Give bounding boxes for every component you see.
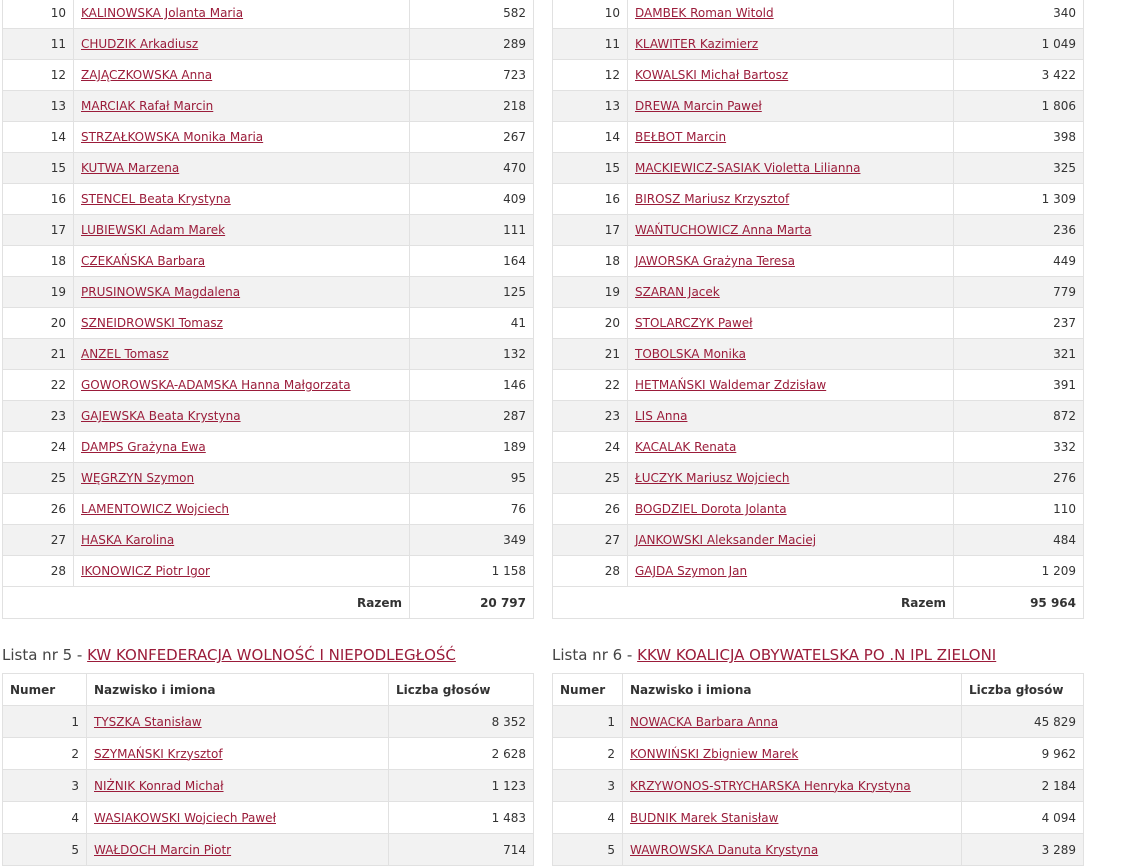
candidate-number: 4: [553, 802, 623, 834]
candidate-name-cell: [74, 60, 410, 91]
vote-count: 110: [954, 494, 1084, 525]
candidate-name-link[interactable]: STENCEL Beata Krystyna: [81, 192, 231, 206]
candidate-number: 4: [3, 802, 87, 834]
table-row: [553, 706, 1084, 738]
candidate-name-link[interactable]: HETMAŃSKI Waldemar Zdzisław: [635, 378, 827, 392]
candidate-name-link[interactable]: DAMPS Grażyna Ewa: [81, 440, 206, 454]
candidate-number: 18: [553, 246, 628, 277]
candidate-name-link[interactable]: ANZEL Tomasz: [81, 347, 169, 361]
table-row: [3, 184, 534, 215]
candidate-number: 13: [3, 91, 74, 122]
candidate-number: 26: [3, 494, 74, 525]
candidate-number: 16: [553, 184, 628, 215]
candidate-name-cell: [623, 738, 962, 770]
candidate-name-link[interactable]: BOGDZIEL Dorota Jolanta: [635, 502, 787, 516]
candidate-name-link[interactable]: SZNEIDROWSKI Tomasz: [81, 316, 223, 330]
table-row: [553, 184, 1084, 215]
candidate-name-cell: [628, 463, 954, 494]
table-row: [553, 525, 1084, 556]
vote-count: 4 094: [962, 802, 1084, 834]
vote-count: 1 309: [954, 184, 1084, 215]
table-row: [553, 463, 1084, 494]
table-row: [3, 246, 534, 277]
candidate-number: 17: [3, 215, 74, 246]
vote-count: 164: [410, 246, 534, 277]
candidate-table: [552, 673, 1084, 866]
total-label: Razem: [553, 587, 954, 619]
table-row: [553, 153, 1084, 184]
candidate-number: 10: [3, 0, 74, 29]
candidate-number: 20: [3, 308, 74, 339]
candidate-name-cell: [74, 246, 410, 277]
candidate-name-link[interactable]: HASKA Karolina: [81, 533, 175, 547]
vote-count: 470: [410, 153, 534, 184]
candidate-name-link[interactable]: KACALAK Renata: [635, 440, 737, 454]
candidate-name-link[interactable]: WASIAKOWSKI Wojciech Paweł: [94, 810, 276, 825]
candidate-name-link[interactable]: JAWORSKA Grażyna Teresa: [635, 254, 795, 268]
vote-count: 1 123: [389, 770, 534, 802]
candidate-name-link[interactable]: BEŁBOT Marcin: [635, 130, 727, 144]
candidate-name-link[interactable]: TOBOLSKA Monika: [635, 347, 746, 361]
candidate-name-link[interactable]: LAMENTOWICZ Wojciech: [81, 502, 230, 516]
table-row: [553, 370, 1084, 401]
candidate-name-cell: [628, 339, 954, 370]
candidate-name-cell: [628, 0, 954, 29]
table-row: [553, 770, 1084, 802]
vote-count: 714: [389, 834, 534, 866]
vote-count: 3 289: [962, 834, 1084, 866]
vote-count: 340: [954, 0, 1084, 29]
vote-count: 45 829: [962, 706, 1084, 738]
candidate-name-cell: [628, 184, 954, 215]
table-row: [3, 525, 534, 556]
total-votes: 20 797: [410, 587, 534, 619]
candidate-number: 21: [3, 339, 74, 370]
vote-count: 1 483: [389, 802, 534, 834]
candidate-name-cell: [87, 770, 389, 802]
vote-count: 449: [954, 246, 1084, 277]
candidate-number: 14: [3, 122, 74, 153]
candidate-name-link[interactable]: ZAJĄCZKOWSKA Anna: [81, 68, 213, 82]
vote-count: 1 158: [410, 556, 534, 587]
list-number-label: Lista nr 5 -: [2, 646, 88, 664]
candidate-number: 23: [553, 401, 628, 432]
candidate-number: 2: [3, 738, 87, 770]
vote-count: 2 628: [389, 738, 534, 770]
table-row: [553, 494, 1084, 525]
table-row: [3, 706, 534, 738]
candidate-name-cell: [628, 277, 954, 308]
candidate-number: 19: [3, 277, 74, 308]
vote-count: 398: [954, 122, 1084, 153]
candidate-name-link[interactable]: KOWALSKI Michał Bartosz: [635, 68, 789, 82]
candidate-table: [2, 0, 534, 619]
table-row: [553, 277, 1084, 308]
candidate-name-cell: [74, 29, 410, 60]
candidate-name-link[interactable]: WAŃTUCHOWICZ Anna Marta: [635, 223, 812, 237]
candidate-name-cell: [87, 738, 389, 770]
candidate-name-cell: [74, 463, 410, 494]
candidate-number: 12: [3, 60, 74, 91]
table-row: [3, 277, 534, 308]
vote-count: 484: [954, 525, 1084, 556]
table-row: [553, 60, 1084, 91]
candidate-name-link[interactable]: WAWROWSKA Danuta Krystyna: [630, 842, 819, 857]
vote-count: 779: [954, 277, 1084, 308]
vote-count: 332: [954, 432, 1084, 463]
candidate-name-cell: [628, 215, 954, 246]
vote-count: 41: [410, 308, 534, 339]
candidate-name-link[interactable]: JANKOWSKI Aleksander Maciej: [635, 533, 817, 547]
committee-link[interactable]: KW KONFEDERACJA WOLNOŚĆ I NIEPODLEGŁOŚĆ: [87, 646, 456, 664]
list-5-title: [2, 646, 456, 664]
candidate-name-link[interactable]: SZYMAŃSKI Krzysztof: [94, 746, 223, 761]
table-row: [3, 401, 534, 432]
candidate-name-cell: [74, 0, 410, 29]
vote-count: 1 209: [954, 556, 1084, 587]
candidate-name-cell: [623, 834, 962, 866]
candidate-name-link[interactable]: GOWOROWSKA-ADAMSKA Hanna Małgorzata: [81, 378, 351, 392]
table-row: [3, 91, 534, 122]
candidate-number: 10: [553, 0, 628, 29]
table-row: [3, 738, 534, 770]
vote-count: 146: [410, 370, 534, 401]
candidate-name-cell: [74, 184, 410, 215]
candidate-name-cell: [623, 706, 962, 738]
candidate-name-link[interactable]: IKONOWICZ Piotr Igor: [81, 564, 210, 578]
candidate-name-cell: [628, 153, 954, 184]
total-votes: 95 964: [954, 587, 1084, 619]
vote-count: 1 049: [954, 29, 1084, 60]
table-row: [3, 215, 534, 246]
vote-count: 287: [410, 401, 534, 432]
table-row: [553, 738, 1084, 770]
candidate-name-cell: [623, 770, 962, 802]
vote-count: 132: [410, 339, 534, 370]
vote-count: 237: [954, 308, 1084, 339]
table-row: [553, 215, 1084, 246]
vote-count: 3 422: [954, 60, 1084, 91]
candidate-name-cell: [628, 432, 954, 463]
table-header-row: [553, 674, 1084, 706]
vote-count: 289: [410, 29, 534, 60]
candidate-name-cell: [623, 802, 962, 834]
table-row: [3, 802, 534, 834]
candidate-name-link[interactable]: GAJDA Szymon Jan: [635, 564, 748, 578]
column-header-votes[interactable]: Liczba głosów: [389, 674, 534, 706]
vote-count: 349: [410, 525, 534, 556]
candidate-name-cell: [628, 525, 954, 556]
candidate-name-cell: [628, 401, 954, 432]
candidate-name-cell: [628, 246, 954, 277]
candidate-name-link[interactable]: KRZYWONOS-STRYCHARSKA Henryka Krystyna: [630, 778, 911, 793]
candidate-name-link[interactable]: TYSZKA Stanisław: [94, 714, 202, 729]
candidate-name-cell: [628, 308, 954, 339]
candidate-name-link[interactable]: CHUDZIK Arkadiusz: [81, 37, 199, 51]
candidate-number: 26: [553, 494, 628, 525]
candidate-number: 2: [553, 738, 623, 770]
candidate-name-link[interactable]: STOLARCZYK Paweł: [635, 316, 753, 330]
candidate-name-link[interactable]: SZARAN Jacek: [635, 285, 720, 299]
candidate-name-link[interactable]: BIROSZ Mariusz Krzysztof: [635, 192, 790, 206]
vote-count: 267: [410, 122, 534, 153]
candidate-name-cell: [74, 277, 410, 308]
candidate-number: 22: [553, 370, 628, 401]
table-row: [3, 770, 534, 802]
table-row: [3, 153, 534, 184]
candidate-name-cell: [87, 802, 389, 834]
vote-count: 236: [954, 215, 1084, 246]
table-row: [3, 122, 534, 153]
candidate-name-cell: [74, 308, 410, 339]
table-row: [553, 556, 1084, 587]
table-row: [3, 463, 534, 494]
table-row: [3, 60, 534, 91]
candidate-name-cell: [628, 370, 954, 401]
candidate-number: 11: [3, 29, 74, 60]
candidate-number: 3: [553, 770, 623, 802]
table-row: [3, 29, 534, 60]
candidate-number: 15: [553, 153, 628, 184]
candidate-number: 3: [3, 770, 87, 802]
candidate-name-link[interactable]: KUTWA Marzena: [81, 161, 180, 175]
candidate-number: 16: [3, 184, 74, 215]
table-row: [553, 834, 1084, 866]
candidate-number: 1: [3, 706, 87, 738]
vote-count: 8 352: [389, 706, 534, 738]
vote-count: 325: [954, 153, 1084, 184]
candidate-number: 27: [3, 525, 74, 556]
candidate-name-link[interactable]: KLAWITER Kazimierz: [635, 37, 759, 51]
candidate-name-link[interactable]: DREWA Marcin Paweł: [635, 99, 762, 113]
results-table-left-top: [2, 0, 533, 619]
vote-count: 76: [410, 494, 534, 525]
table-row: [3, 834, 534, 866]
candidate-name-link[interactable]: PRUSINOWSKA Magdalena: [81, 285, 241, 299]
table-row: [3, 432, 534, 463]
vote-count: 2 184: [962, 770, 1084, 802]
candidate-number: 27: [553, 525, 628, 556]
candidate-name-cell: [87, 834, 389, 866]
candidate-name-link[interactable]: BUDNIK Marek Stanisław: [630, 810, 779, 825]
candidate-name-link[interactable]: STRZAŁKOWSKA Monika Maria: [81, 130, 264, 144]
total-row: [3, 587, 534, 619]
table-row: [3, 308, 534, 339]
table-row: [553, 308, 1084, 339]
candidate-number: 17: [553, 215, 628, 246]
candidate-name-link[interactable]: KALINOWSKA Jolanta Maria: [81, 6, 244, 20]
table-row: [3, 339, 534, 370]
candidate-name-cell: [628, 91, 954, 122]
candidate-name-link[interactable]: MACKIEWICZ-SASIAK Violetta Lilianna: [635, 161, 861, 175]
candidate-number: 25: [553, 463, 628, 494]
candidate-name-cell: [74, 556, 410, 587]
list-5-table: [2, 673, 533, 866]
candidate-name-cell: [628, 60, 954, 91]
candidate-name-cell: [74, 91, 410, 122]
vote-count: 582: [410, 0, 534, 29]
candidate-name-cell: [74, 370, 410, 401]
candidate-number: 1: [553, 706, 623, 738]
candidate-name-cell: [74, 494, 410, 525]
vote-count: 95: [410, 463, 534, 494]
candidate-number: 28: [553, 556, 628, 587]
candidate-number: 19: [553, 277, 628, 308]
candidate-number: 18: [3, 246, 74, 277]
candidate-name-cell: [628, 494, 954, 525]
table-row: [553, 0, 1084, 29]
candidate-name-link[interactable]: LUBIEWSKI Adam Marek: [81, 223, 226, 237]
candidate-name-link[interactable]: KONWIŃSKI Zbigniew Marek: [630, 746, 799, 761]
candidate-name-link[interactable]: NOWACKA Barbara Anna: [630, 714, 779, 729]
column-header-votes[interactable]: Liczba głosów: [962, 674, 1084, 706]
table-row: [3, 556, 534, 587]
vote-count: 723: [410, 60, 534, 91]
candidate-name-cell: [74, 525, 410, 556]
table-row: [553, 29, 1084, 60]
candidate-number: 28: [3, 556, 74, 587]
vote-count: 1 806: [954, 91, 1084, 122]
candidate-number: 5: [3, 834, 87, 866]
candidate-number: 14: [553, 122, 628, 153]
candidate-name-cell: [74, 153, 410, 184]
candidate-name-link[interactable]: WAŁDOCH Marcin Piotr: [94, 842, 232, 857]
vote-count: 872: [954, 401, 1084, 432]
list-6-table: [552, 673, 1083, 866]
candidate-number: 5: [553, 834, 623, 866]
column-header-name[interactable]: Nazwisko i imiona: [87, 674, 389, 706]
candidate-number: 25: [3, 463, 74, 494]
candidate-number: 13: [553, 91, 628, 122]
candidate-number: 21: [553, 339, 628, 370]
candidate-number: 20: [553, 308, 628, 339]
candidate-name-cell: [74, 339, 410, 370]
column-header-number[interactable]: Numer: [553, 674, 623, 706]
candidate-number: 12: [553, 60, 628, 91]
candidate-name-cell: [628, 122, 954, 153]
column-header-number[interactable]: Numer: [3, 674, 87, 706]
table-row: [553, 432, 1084, 463]
candidate-name-link[interactable]: GAJEWSKA Beata Krystyna: [81, 409, 241, 423]
vote-count: 321: [954, 339, 1084, 370]
candidate-name-cell: [74, 122, 410, 153]
candidate-number: 24: [3, 432, 74, 463]
vote-count: 189: [410, 432, 534, 463]
table-row: [553, 401, 1084, 432]
table-row: [553, 339, 1084, 370]
candidate-table: [552, 0, 1084, 619]
candidate-number: 11: [553, 29, 628, 60]
vote-count: 391: [954, 370, 1084, 401]
results-table-right-top: [552, 0, 1083, 619]
table-row: [553, 246, 1084, 277]
table-row: [553, 91, 1084, 122]
candidate-name-link[interactable]: MARCIAK Rafał Marcin: [81, 99, 214, 113]
list-6-title: [552, 646, 996, 664]
column-header-name[interactable]: Nazwisko i imiona: [623, 674, 962, 706]
total-row: [553, 587, 1084, 619]
candidate-table: [2, 673, 534, 866]
table-row: [3, 370, 534, 401]
list-number-label: Lista nr 6 -: [552, 646, 638, 664]
candidate-number: 24: [553, 432, 628, 463]
candidate-name-cell: [87, 706, 389, 738]
candidate-name-link[interactable]: DAMBEK Roman Witold: [635, 6, 774, 20]
table-row: [553, 122, 1084, 153]
table-row: [3, 494, 534, 525]
candidate-name-cell: [74, 432, 410, 463]
committee-link[interactable]: KKW KOALICJA OBYWATELSKA PO .N IPL ZIELONI: [637, 646, 997, 664]
table-row: [553, 802, 1084, 834]
candidate-name-link[interactable]: NIŻNIK Konrad Michał: [94, 778, 224, 793]
candidate-number: 15: [3, 153, 74, 184]
vote-count: 125: [410, 277, 534, 308]
candidate-name-cell: [74, 215, 410, 246]
vote-count: 9 962: [962, 738, 1084, 770]
candidate-name-link[interactable]: CZEKAŃSKA Barbara: [81, 254, 206, 268]
vote-count: 111: [410, 215, 534, 246]
candidate-name-link[interactable]: ŁUCZYK Mariusz Wojciech: [635, 471, 790, 485]
vote-count: 409: [410, 184, 534, 215]
candidate-name-cell: [628, 29, 954, 60]
candidate-number: 23: [3, 401, 74, 432]
table-header-row: [3, 674, 534, 706]
vote-count: 218: [410, 91, 534, 122]
table-row: [3, 0, 534, 29]
candidate-number: 22: [3, 370, 74, 401]
total-label: Razem: [3, 587, 410, 619]
vote-count: 276: [954, 463, 1084, 494]
candidate-name-link[interactable]: LIS Anna: [635, 409, 688, 423]
candidate-name-link[interactable]: WĘGRZYN Szymon: [81, 471, 195, 485]
candidate-name-cell: [628, 556, 954, 587]
candidate-name-cell: [74, 401, 410, 432]
